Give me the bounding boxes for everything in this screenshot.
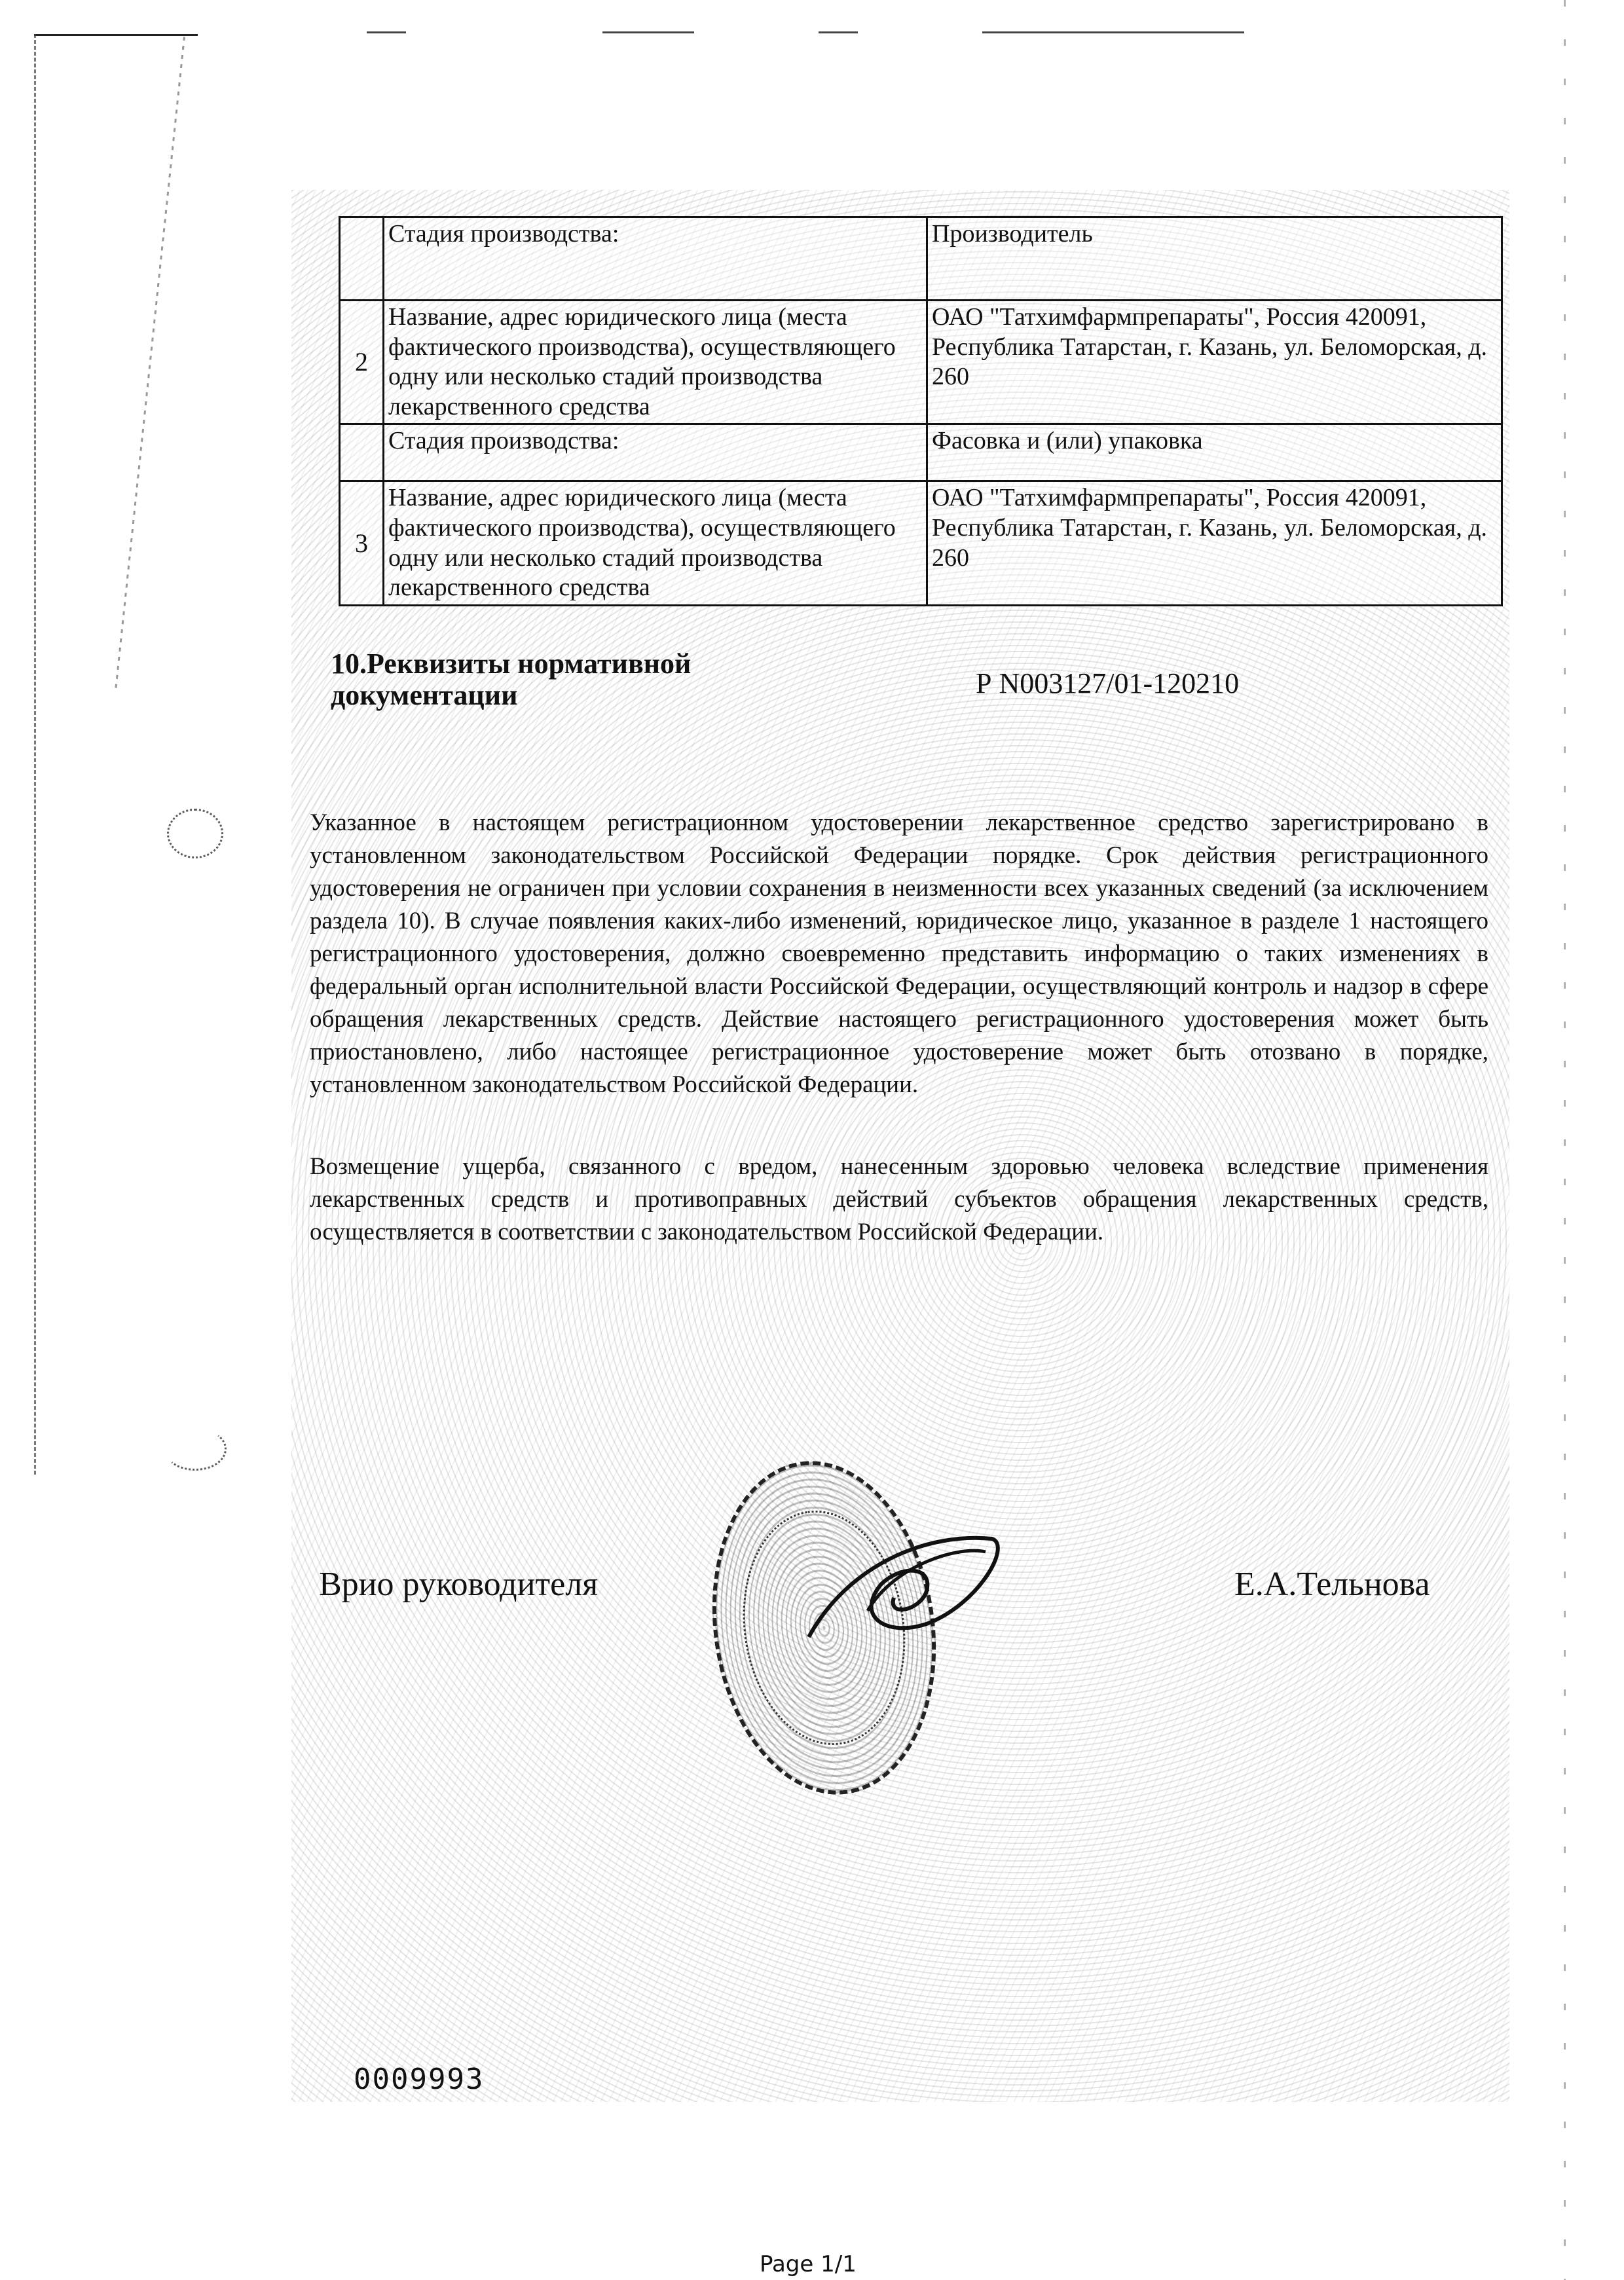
entity-value: ОАО "Татхимфармпрепараты", Россия 420091, Республика Татарстан, г. Казань, ул. Беломорская, д. 260 — [927, 301, 1502, 424]
entity-label: Название, адрес юридического лица (места фактического производства), осуществляющего одну или несколько стадий производства лекарственного средства — [384, 301, 927, 424]
table-row-stage-packaging — [340, 424, 1502, 481]
signer-role: Врио руководителя — [319, 1566, 599, 1603]
table-row-entity — [340, 481, 1502, 605]
row-number: 3 — [340, 481, 384, 605]
normative-doc-code: Р N003127/01-120210 — [976, 667, 1240, 699]
manufacturer-table — [339, 216, 1503, 606]
punch-hole-mark — [167, 809, 223, 858]
handwritten-signature-icon — [796, 1526, 1012, 1657]
normative-documentation-section — [331, 648, 1483, 720]
registration-terms-paragraph: Указанное в настоящем регистрационном удостоверении лекарственное средство зарегистрировано в установленном законодательством Российской Федерации порядке. Срок действия регистрационного удостоверения не ограничен при условии сохранения в неизменности всех указанных сведений (за исключением раздела 10). В случае появления каких-либо изменений, юридическое лицо, указанное в разделе 1 настоящего регистрационного удостоверения, должно своевременно представить информацию о таких изменениях в федеральный орган исполнительной власти Российской Федерации, осуществляющий контроль и надзор в сфере обращения лекарственных средств. Действие настоящего регистрационного удостоверения может быть приостановлено, либо настоящее регистрационное удостоверение может быть отозвано в порядке, установленном законодательством Российской Федерации. — [310, 809, 1488, 1098]
table-row-stage-production — [340, 217, 1502, 301]
scan-edge-right — [1564, 0, 1566, 2280]
signer-name: Е.А.Тельнова — [1234, 1566, 1430, 1603]
section-heading: 10.Реквизиты нормативной документации — [331, 648, 692, 712]
row-number — [340, 424, 384, 481]
damage-compensation-paragraph: Возмещение ущерба, связанного с вредом, нанесенным здоровью человека вследствие применения лекарственных средств и противоправных действий субъектов обращения лекарственных средств, осуществляется в соответствии с законодательством Российской Федерации. — [310, 1153, 1488, 1245]
table-row-entity — [340, 301, 1502, 424]
page-indicator: Page 1/1 — [760, 2251, 857, 2277]
stage-value: Фасовка и (или) упаковка — [927, 424, 1502, 481]
entity-value: ОАО "Татхимфармпрепараты", Россия 420091, Республика Татарстан, г. Казань, ул. Беломорская, д. 260 — [927, 481, 1502, 605]
row-number — [340, 217, 384, 301]
row-number: 2 — [340, 301, 384, 424]
scan-edge-top — [34, 34, 198, 36]
scan-top-marks — [0, 0, 1624, 52]
registration-certificate-page — [291, 190, 1509, 2102]
punch-hole-mark — [164, 1427, 227, 1471]
form-serial-number: 0009993 — [354, 2063, 485, 2096]
stage-value: Производитель — [927, 217, 1502, 301]
entity-label: Название, адрес юридического лица (места фактического производства), осуществляющего одну или несколько стадий производства лекарственного средства — [384, 481, 927, 605]
scan-edge-left — [34, 34, 39, 1475]
stage-label: Стадия производства: — [384, 217, 927, 301]
signature-block — [291, 1264, 1509, 1657]
stage-label: Стадия производства: — [384, 424, 927, 481]
scan-fold-line — [115, 37, 185, 688]
